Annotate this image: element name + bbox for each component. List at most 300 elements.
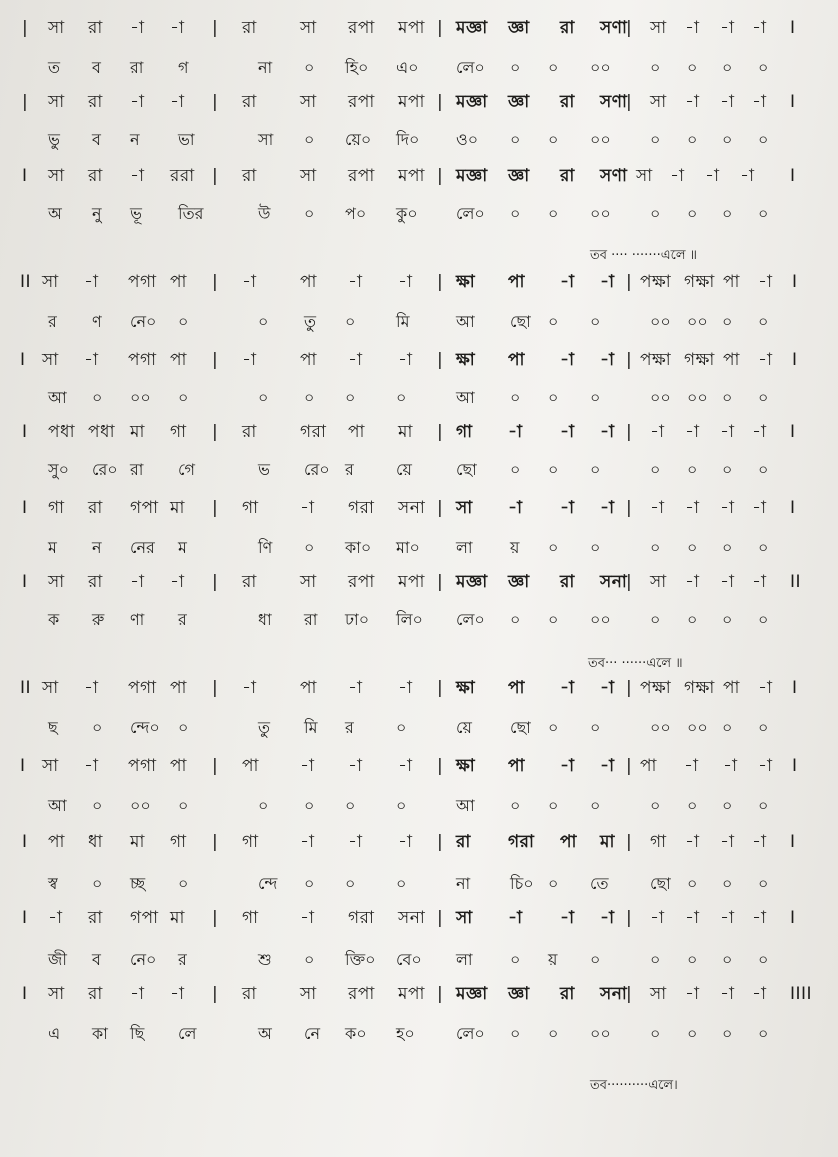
lyric-syllable: ত	[48, 58, 61, 77]
swara-note: গা	[650, 832, 667, 852]
notation-row	[0, 490, 838, 526]
lyric-syllable: ন্দে০	[130, 718, 160, 737]
swara-note: -া	[600, 678, 615, 698]
bar-line: |	[212, 422, 219, 442]
bar-line: |	[626, 92, 633, 112]
lyric-syllable: ০	[758, 130, 769, 149]
lyric-syllable: রে০	[92, 460, 118, 479]
swara-note: -া	[720, 832, 735, 852]
lyric-syllable: ০	[758, 460, 769, 479]
swara-note: মপা	[398, 984, 425, 1004]
swara-note: -া	[560, 908, 575, 928]
bar-line: I	[790, 832, 796, 852]
lyric-syllable: শু	[258, 950, 272, 969]
lyric-row	[0, 530, 838, 566]
swara-note: রা	[242, 422, 257, 442]
swara-note: -া	[348, 756, 363, 776]
lyric-syllable: ০	[590, 796, 601, 815]
bar-line: I	[22, 498, 28, 518]
bar-line: |	[437, 832, 444, 852]
bar-line: |	[626, 908, 633, 928]
swara-note: -া	[508, 498, 523, 518]
swara-note: -া	[723, 756, 738, 776]
lyric-syllable: প০	[345, 204, 367, 223]
lyric-syllable: ০	[722, 718, 733, 737]
bar-line: |	[212, 272, 219, 292]
swara-note: পা	[508, 350, 525, 370]
lyric-syllable: ০	[590, 460, 601, 479]
lyric-syllable: কু০	[396, 204, 418, 223]
swara-note: পা	[300, 678, 317, 698]
swara-note: -া	[398, 678, 413, 698]
bar-line: |	[437, 166, 444, 186]
lyric-syllable: ০	[396, 718, 407, 737]
swara-note: মজ্ঞা	[456, 166, 488, 186]
swara-note: -া	[348, 350, 363, 370]
swara-note: সা	[42, 756, 59, 776]
lyric-syllable: ০	[304, 538, 315, 557]
swara-note: -া	[685, 984, 700, 1004]
swara-note: রা	[560, 166, 575, 186]
bar-line: |	[22, 92, 29, 112]
notation-row	[0, 670, 838, 706]
lyric-syllable: ০	[548, 610, 559, 629]
lyric-syllable: র	[48, 312, 57, 331]
lyric-syllable: ০	[510, 796, 521, 815]
bar-line: |	[437, 92, 444, 112]
lyric-syllable: ০	[590, 312, 601, 331]
lyric-syllable: ন্দে	[258, 874, 278, 893]
swara-note: -া	[560, 422, 575, 442]
lyric-syllable: ০	[510, 950, 521, 969]
swara-note: গা	[242, 908, 259, 928]
bar-line: |	[626, 18, 633, 38]
swara-note: রা	[560, 572, 575, 592]
lyric-syllable: ণি	[258, 538, 273, 557]
bar-line: II	[790, 572, 802, 592]
lyric-syllable: ০	[590, 538, 601, 557]
swara-note: -া	[752, 908, 767, 928]
lyric-syllable: রু	[92, 610, 105, 629]
lyric-syllable: ০	[687, 538, 698, 557]
lyric-syllable: ০	[548, 796, 559, 815]
swara-note: -া	[560, 272, 575, 292]
notation-row	[0, 10, 838, 46]
notation-row	[0, 748, 838, 784]
swara-note: রপা	[348, 572, 375, 592]
swara-note: রা	[88, 92, 103, 112]
lyric-syllable: ব	[92, 58, 101, 77]
lyric-row	[0, 304, 838, 340]
lyric-syllable: মি	[304, 718, 318, 737]
refrain-marker: তব··· ······এলে ॥	[588, 656, 683, 671]
swara-note: জ্ঞা	[508, 984, 530, 1004]
bar-line: |	[437, 18, 444, 38]
swara-note: -া	[130, 92, 145, 112]
lyric-syllable: ০	[396, 796, 407, 815]
swara-note: সা	[456, 908, 473, 928]
lyric-syllable: ণ	[92, 312, 102, 331]
swara-note: পা	[170, 678, 187, 698]
bar-line: |	[437, 908, 444, 928]
swara-note: -া	[130, 984, 145, 1004]
bar-line: |	[212, 350, 219, 370]
lyric-syllable: সা	[258, 130, 274, 149]
swara-note: সা	[48, 572, 65, 592]
lyric-syllable: ০০	[687, 718, 708, 737]
swara-note: পা	[170, 756, 187, 776]
lyric-syllable: নে০	[130, 312, 157, 331]
lyric-syllable: ০	[548, 388, 559, 407]
lyric-syllable: ০	[304, 204, 315, 223]
swara-note: -া	[508, 908, 523, 928]
lyric-syllable: ০	[178, 388, 189, 407]
bar-line: |	[626, 832, 633, 852]
swara-note: -া	[84, 678, 99, 698]
lyric-syllable: ন	[92, 538, 102, 557]
lyric-syllable: ভু	[48, 130, 60, 149]
lyric-syllable: য়	[548, 950, 558, 969]
lyric-row	[0, 452, 838, 488]
bar-line: |	[626, 572, 633, 592]
lyric-syllable: ০	[590, 950, 601, 969]
swara-note: -া	[170, 92, 185, 112]
swara-note: ধা	[88, 832, 103, 852]
swara-note: গা	[170, 832, 187, 852]
swara-note: -া	[130, 572, 145, 592]
swara-note: ক্ষা	[456, 678, 476, 698]
lyric-syllable: ০	[687, 950, 698, 969]
lyric-syllable: ০	[687, 130, 698, 149]
lyric-syllable: ০০	[590, 58, 611, 77]
notation-row	[0, 564, 838, 600]
swara-note: রা	[88, 166, 103, 186]
lyric-syllable: ০	[650, 950, 661, 969]
lyric-syllable: র	[345, 718, 354, 737]
lyric-syllable: ০	[722, 130, 733, 149]
lyric-syllable: ০	[650, 538, 661, 557]
lyric-syllable: অ	[48, 204, 62, 223]
swara-note: মপা	[398, 18, 425, 38]
bar-line: |	[437, 678, 444, 698]
lyric-syllable: ০	[650, 1024, 661, 1043]
lyric-syllable: ০০	[650, 718, 671, 737]
lyric-syllable: হি০	[345, 58, 369, 77]
lyric-syllable: নু	[92, 204, 102, 223]
swara-note: রা	[560, 984, 575, 1004]
bar-line: |	[437, 984, 444, 1004]
bar-line: |	[212, 832, 219, 852]
swara-note: সা	[48, 166, 65, 186]
lyric-syllable: ০	[758, 312, 769, 331]
swara-note: মা	[600, 832, 615, 852]
swara-note: -া	[508, 422, 523, 442]
lyric-syllable: নের	[130, 538, 155, 557]
lyric-syllable: ০	[548, 130, 559, 149]
lyric-syllable: ০	[687, 610, 698, 629]
lyric-syllable: ০০	[590, 204, 611, 223]
swara-note: সা	[636, 166, 653, 186]
lyric-syllable: ছ	[48, 718, 58, 737]
swara-note: -া	[685, 572, 700, 592]
swara-note: সা	[300, 572, 317, 592]
lyric-syllable: ০	[92, 874, 103, 893]
swara-note: রা	[242, 984, 257, 1004]
lyric-row	[0, 50, 838, 86]
lyric-syllable: ০	[178, 312, 189, 331]
swara-note: মপা	[398, 572, 425, 592]
lyric-syllable: ব	[92, 950, 101, 969]
lyric-syllable: ০	[722, 312, 733, 331]
bar-line: I	[790, 908, 796, 928]
swara-note: -া	[84, 756, 99, 776]
swara-note: গা	[242, 498, 259, 518]
swara-note: -া	[600, 908, 615, 928]
swara-note: -া	[170, 572, 185, 592]
lyric-syllable: ০	[758, 610, 769, 629]
lyric-syllable: ০	[548, 312, 559, 331]
lyric-syllable: ম	[48, 538, 57, 557]
swara-note: -া	[758, 678, 773, 698]
bar-line: I	[22, 832, 28, 852]
lyric-syllable: এ	[48, 1024, 61, 1043]
swara-note: -া	[242, 272, 257, 292]
lyric-syllable: ০	[510, 388, 521, 407]
swara-note: -া	[705, 166, 720, 186]
swara-note: পধা	[48, 422, 75, 442]
lyric-syllable: ০	[510, 610, 521, 629]
swara-note: -া	[300, 832, 315, 852]
swara-note: -া	[170, 18, 185, 38]
lyric-syllable: য়	[510, 538, 520, 557]
swara-note: পা	[242, 756, 259, 776]
bar-line: |	[212, 678, 219, 698]
swara-note: -া	[752, 18, 767, 38]
lyric-syllable: ০	[548, 718, 559, 737]
swara-note: সা	[300, 984, 317, 1004]
bar-line: I	[790, 18, 796, 38]
swara-note: -া	[752, 984, 767, 1004]
lyric-syllable: ণা	[130, 610, 145, 629]
lyric-syllable: বে০	[396, 950, 422, 969]
lyric-syllable: চি০	[510, 874, 534, 893]
swara-note: সণা	[600, 18, 628, 38]
lyric-syllable: ভূ	[130, 204, 142, 223]
swara-note: পগা	[128, 678, 157, 698]
lyric-syllable: হ০	[396, 1024, 415, 1043]
swara-note: ক্ষা	[456, 272, 476, 292]
lyric-syllable: ০	[687, 874, 698, 893]
lyric-syllable: র	[178, 950, 187, 969]
swara-note: পা	[508, 272, 525, 292]
lyric-syllable: ক্তি০	[345, 950, 376, 969]
swara-note: -া	[740, 166, 755, 186]
swara-note: গপা	[130, 498, 159, 518]
lyric-syllable: এ০	[396, 58, 419, 77]
swara-note: সা	[650, 984, 667, 1004]
bar-line: |	[626, 984, 633, 1004]
lyric-syllable: ০	[758, 204, 769, 223]
swara-note: -া	[600, 350, 615, 370]
swara-note: -া	[685, 18, 700, 38]
lyric-syllable: কা০	[345, 538, 372, 557]
bar-line: |	[212, 166, 219, 186]
lyric-syllable: ০	[548, 460, 559, 479]
swara-note: -া	[398, 832, 413, 852]
lyric-syllable: ০	[650, 460, 661, 479]
lyric-syllable: ০	[178, 718, 189, 737]
bar-line: |	[437, 498, 444, 518]
lyric-syllable: ০	[758, 796, 769, 815]
lyric-syllable: ০	[258, 796, 269, 815]
swara-note: গা	[170, 422, 187, 442]
refrain-marker: তব··········এলে।	[590, 1078, 678, 1093]
lyric-syllable: আ	[456, 312, 475, 331]
swara-note: সা	[42, 272, 59, 292]
lyric-syllable: ০	[548, 204, 559, 223]
swara-note: সা	[48, 984, 65, 1004]
lyric-syllable: ক০	[345, 1024, 367, 1043]
swara-note: -া	[685, 92, 700, 112]
lyric-syllable: লে০	[456, 58, 485, 77]
lyric-row	[0, 1016, 838, 1052]
lyric-syllable: তু	[304, 312, 317, 331]
lyric-row	[0, 788, 838, 824]
swara-note: সণা	[600, 166, 628, 186]
lyric-syllable: ০	[304, 874, 315, 893]
lyric-syllable: ০	[687, 460, 698, 479]
lyric-syllable: ছো	[510, 718, 531, 737]
refrain-marker: তব ···· ·······এলে ॥	[590, 248, 697, 263]
lyric-syllable: ভ	[258, 460, 270, 479]
swara-note: মজ্ঞা	[456, 572, 488, 592]
swara-note: সনা	[398, 498, 426, 518]
lyric-syllable: সু০	[48, 460, 69, 479]
swara-note: -া	[758, 272, 773, 292]
swara-note: -া	[242, 678, 257, 698]
swara-note: -া	[670, 166, 685, 186]
swara-note: মা	[398, 422, 413, 442]
swara-note: ক্ষা	[456, 756, 476, 776]
swara-note: গরা	[348, 498, 375, 518]
swara-note: মপা	[398, 92, 425, 112]
lyric-syllable: ০	[722, 460, 733, 479]
swara-note: গা	[456, 422, 473, 442]
lyric-syllable: ০	[258, 312, 269, 331]
swara-note: মজ্ঞা	[456, 92, 488, 112]
swara-note: -া	[720, 572, 735, 592]
lyric-syllable: ০	[548, 874, 559, 893]
swara-note: রা	[88, 908, 103, 928]
lyric-syllable: রা	[304, 610, 318, 629]
swara-note: -া	[560, 350, 575, 370]
notation-row	[0, 414, 838, 450]
swara-note: -া	[758, 756, 773, 776]
lyric-syllable: ০	[510, 58, 521, 77]
swara-note: গক্ষা	[684, 350, 715, 370]
lyric-syllable: ছো	[510, 312, 531, 331]
swara-note: সা	[42, 678, 59, 698]
lyric-syllable: ০	[758, 388, 769, 407]
swara-note: পা	[348, 422, 365, 442]
swara-note: মপা	[398, 166, 425, 186]
lyric-syllable: ০	[758, 874, 769, 893]
swara-note: -া	[560, 678, 575, 698]
swara-note: -া	[650, 908, 665, 928]
lyric-syllable: তে	[590, 874, 609, 893]
lyric-syllable: ০	[396, 388, 407, 407]
lyric-syllable: ০	[548, 538, 559, 557]
swara-note: সণা	[600, 92, 628, 112]
swara-note: -া	[720, 984, 735, 1004]
lyric-syllable: জী	[48, 950, 67, 969]
lyric-syllable: উ	[258, 204, 271, 223]
bar-line: I	[790, 422, 796, 442]
swara-note: পা	[723, 350, 740, 370]
lyric-syllable: ০	[345, 388, 356, 407]
lyric-syllable: তু	[258, 718, 271, 737]
swara-note: -া	[130, 18, 145, 38]
swara-note: -া	[560, 756, 575, 776]
lyric-syllable: মি	[396, 312, 410, 331]
swara-note: -া	[758, 350, 773, 370]
lyric-row	[0, 942, 838, 978]
lyric-syllable: ০	[722, 610, 733, 629]
bar-line: |	[626, 272, 633, 292]
lyric-syllable: ০	[548, 58, 559, 77]
lyric-syllable: ০	[258, 388, 269, 407]
notation-row	[0, 158, 838, 194]
notation-row	[0, 976, 838, 1012]
swara-note: -া	[600, 498, 615, 518]
swara-note: ক্ষা	[456, 350, 476, 370]
swara-note: রপা	[348, 984, 375, 1004]
bar-line: |	[212, 572, 219, 592]
swara-note: রা	[88, 984, 103, 1004]
bar-line: I	[790, 92, 796, 112]
swara-note: রা	[88, 572, 103, 592]
lyric-syllable: স্ব	[48, 874, 58, 893]
swara-note: -া	[685, 832, 700, 852]
lyric-syllable: ব	[92, 130, 101, 149]
lyric-syllable: ০	[345, 874, 356, 893]
swara-note: সনা	[600, 984, 628, 1004]
swara-note: -া	[684, 756, 699, 776]
lyric-syllable: লা	[456, 950, 473, 969]
swara-note: -া	[84, 350, 99, 370]
swara-note: পা	[170, 272, 187, 292]
swara-note: পা	[723, 678, 740, 698]
swara-note: -া	[170, 984, 185, 1004]
swara-note: রা	[242, 92, 257, 112]
lyric-row	[0, 122, 838, 158]
bar-line: |	[626, 422, 633, 442]
lyric-syllable: ০	[722, 1024, 733, 1043]
swara-note: সা	[650, 18, 667, 38]
lyric-syllable: ০	[510, 130, 521, 149]
swara-note: পা	[508, 756, 525, 776]
swara-note: পা	[300, 350, 317, 370]
lyric-syllable: ০	[722, 204, 733, 223]
lyric-syllable: ০	[687, 58, 698, 77]
bar-line: |	[212, 92, 219, 112]
bar-line: |	[212, 18, 219, 38]
swara-note: -া	[600, 272, 615, 292]
swara-note: গরা	[300, 422, 327, 442]
lyric-syllable: ০	[758, 538, 769, 557]
swara-note: -া	[300, 498, 315, 518]
swara-note: -া	[752, 832, 767, 852]
